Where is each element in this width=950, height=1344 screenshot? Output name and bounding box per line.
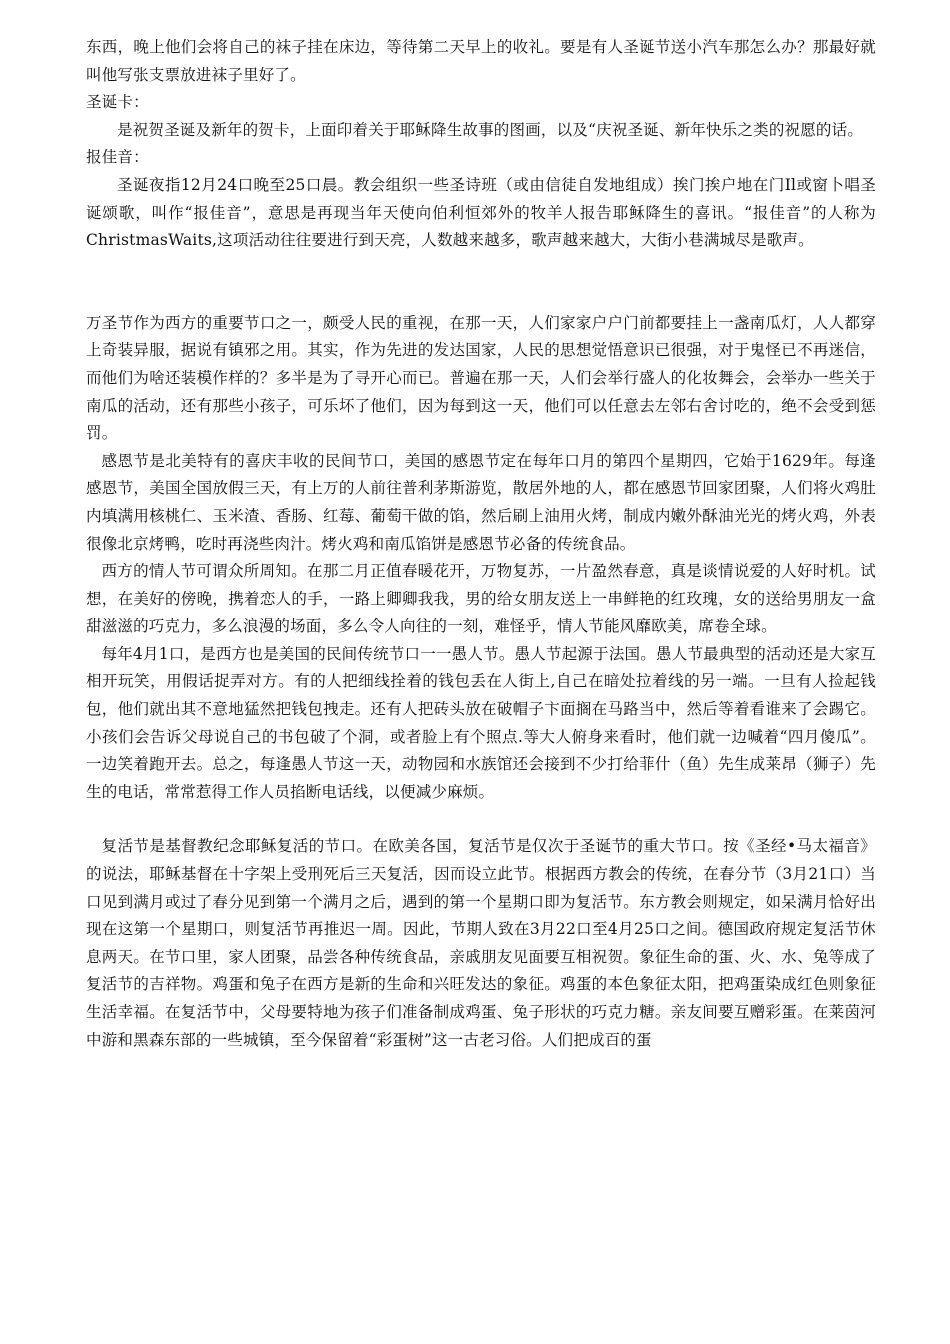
christmas-intro-paragraph: 东西，晚上他们会将自己的袜子挂在床边，等待第二天早上的收礼。要是有人圣诞节送小汽车那怎么办？那最好就叫他写张支票放进袜子里好了。 bbox=[86, 38, 876, 84]
section-spacer bbox=[86, 806, 876, 833]
document-page bbox=[86, 34, 876, 1054]
section-spacer bbox=[86, 255, 876, 310]
christmas-card-paragraph: 是祝贺圣诞及新年的贺卡，上面印着关于耶稣降生故事的图画，以及“庆祝圣诞、新年快乐之类的祝愿的话。 bbox=[117, 120, 864, 139]
christmas-waits-paragraph: 圣诞夜指12月24口晚至25口晨。教会组织一些圣诗班（或由信徒自发地组成）挨门挨户地在门Il或窗卜唱圣诞颂歌，叫作“报佳音”，意思是再现当年天使向伯利恒郊外的牧羊人报告耶稣降生的喜讯。“报佳音”的人称为ChristmasWaits,这项活动往往要进行到天亮，人数越来越多，歌声越来越大，大街小巷满城尽是歌声。 bbox=[86, 175, 876, 250]
valentines-paragraph: 西方的情人节可谓众所周知。在那二月正值春暖花开，万物复苏，一片盈然春意，真是谈情说爱的人好时机。试想，在美好的傍晚，携着恋人的手，一路上卿卿我我，男的给女朋友送上一串鲜艳的红玫瑰，女的送给男朋友一盒甜滋滋的巧克力，多么浪漫的场面，多么令人向往的一刻，难怪乎，情人节能风靡欧美，席卷全球。 bbox=[86, 562, 876, 636]
easter-paragraph: 复活节是基督教纪念耶稣复活的节口。在欧美各国，复活节是仅次于圣诞节的重大节口。按《圣经•马太福音》的说法，耶稣基督在十字架上受刑死后三天复活，因而设立此节。根据西方教会的传统，在春分节（3月21口）当口见到满月或过了春分见到第一个满月之后，遇到的第一个星期口即为复活节。东方教会则规定，如呆满月恰好出现在这第一个星期口，则复活节再推迟一周。因此，节期人致在3月22口至4月25口之间。德国政府规定复活节休息两天。在节口里，家人团聚，品尝各种传统食品，亲戚朋友见面要互相祝贺。象征生命的蛋、火、水、兔等成了复活节的吉祥物。鸡蛋和兔子在西方是新的生命和兴旺发达的象征。鸡蛋的本色象征太阳，把鸡蛋染成红色则象征生活幸福。在复活节中，父母要特地为孩子们准备制成鸡蛋、兔子形状的巧克力糖。亲友间要互赠彩蛋。在莱茵河中游和黑森东部的一些城镇，至今保留着“彩蛋树”这一古老习俗。人们把成百的蛋 bbox=[86, 837, 876, 1049]
april-fools-paragraph: 每年4月1口，是西方也是美国的民间传统节口一一愚人节。愚人节起源于法国。愚人节最典型的活动还是大家互相开玩笑，用假话捉弄对方。有的人把细线拴着的钱包丢在人街上,自己在暗处拉着线的另一端。一旦有人捡起钱包，他们就出其不意地猛然把钱包拽走。还有人把砖头放在破帽子卞面搁在马路当中，然后等着看谁来了会踢它。小孩们会告诉父母说自己的书包破了个洞，或者脸上有个照点.等大人俯身来看时，他们就一边喊着“四月傻瓜”。一边笑着跑开去。总之，每逢愚人节这一天，动物园和水族馆还会接到不少打给菲什（鱼）先生成莱昂（狮子）先生的电话，常常惹得工作人员掐断电话线，以便减少麻烦。 bbox=[86, 644, 876, 801]
christmas-card-heading: 圣诞卡： bbox=[86, 93, 149, 112]
thanksgiving-paragraph: 感恩节是北美特有的喜庆丰收的民间节口，美国的感恩节定在每年口月的第四个星期四，它始于1629年。每逢感恩节，美国全国放假三天，有上万的人前往普利茅斯游览，散居外地的人，都在感恩节回家团聚，人们将火鸡肚内填满用核桃仁、玉米渣、香肠、红莓、葡萄干做的馅，然后刷上油用火烤，制成内嫩外酥油光光的烤火鸡，外表很像北京烤鸭，吃时再浇些肉汁。烤火鸡和南瓜馅饼是感恩节必备的传统食品。 bbox=[86, 451, 876, 553]
christmas-waits-heading: 报佳音： bbox=[86, 148, 149, 167]
halloween-paragraph: 万圣节作为西方的重要节口之一，颇受人民的重视，在那一天，人们家家户户门前都要挂上一盏南瓜灯，人人都穿上奇装异服，据说有镇邪之用。其实，作为先进的发达国家，人民的思想觉悟意识已很强，对于鬼怪已不再迷信，而他们为啥还装模作样的？多半是为了寻开心而已。普遍在那一天，人们会举行盛人的化妆舞会，会举办一些关于南瓜的活动，还有那些小孩子，可乐坏了他们，因为每到这一天，他们可以任意去左邻右舍讨吃的，绝不会受到惩罚。 bbox=[86, 313, 876, 443]
